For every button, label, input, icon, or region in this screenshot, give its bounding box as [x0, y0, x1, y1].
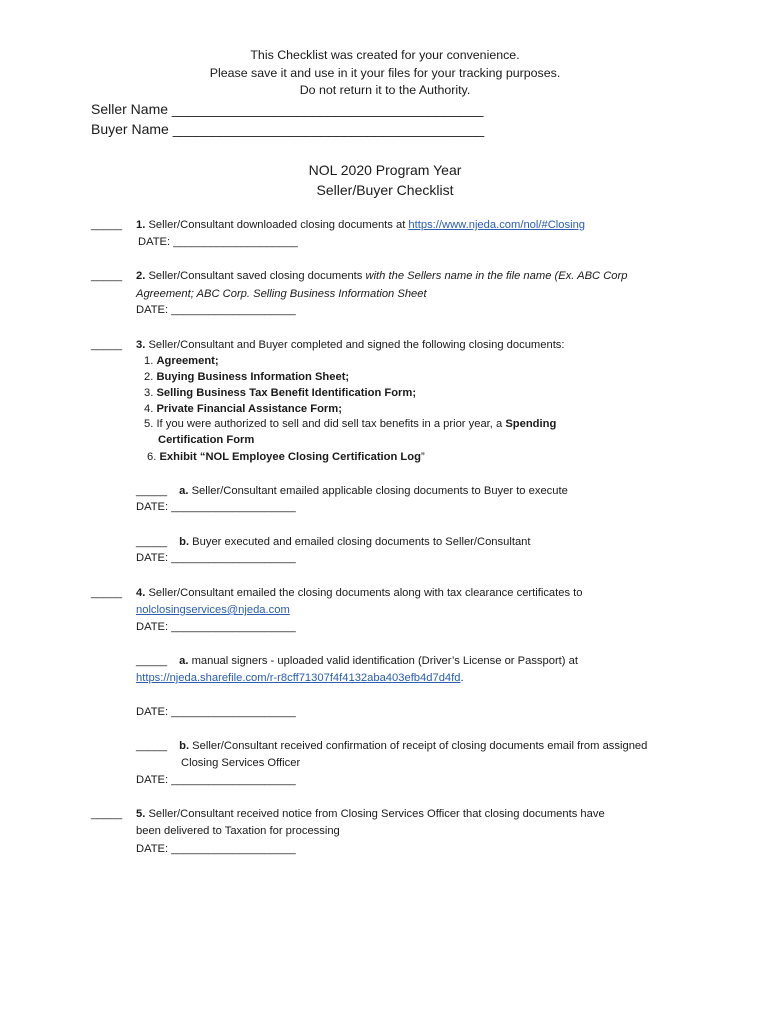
item-3b-description: Buyer executed and emailed closing documents to Seller/Consultant	[189, 536, 531, 548]
item-4b-checkbox-blank: _____	[136, 740, 168, 752]
item-2-checkbox-blank: _____	[91, 270, 123, 282]
item-3-number: 3.	[136, 339, 146, 351]
notice-line-3: Do not return it to the Authority.	[299, 83, 471, 97]
item-4a-description: manual signers - uploaded valid identification (Driver’s License or Passport) at	[188, 655, 578, 667]
notice-line-2: Please save it and use in it your files for your tracking purposes.	[209, 66, 561, 80]
item-3b-checkbox-blank: _____	[136, 536, 168, 548]
item-4-description: Seller/Consultant emailed the closing documents along with tax clearance certificates to	[145, 587, 583, 599]
document-list-item-6: 6. Exhibit “NOL Employee Closing Certification Log”	[147, 451, 425, 463]
document-list-item: 4. Private Financial Assistance Form;	[144, 403, 342, 415]
sharefile-upload-link[interactable]: https://njeda.sharefile.com/r-r8cff71307f4f4132aba403efb4d7d4fd	[136, 672, 461, 684]
item-5-number: 5.	[136, 808, 146, 820]
document-list-item: 1. Agreement;	[144, 355, 219, 367]
item-3a-letter: a.	[179, 485, 189, 497]
item-1-text	[136, 219, 585, 231]
item-4a-letter: a.	[179, 655, 189, 667]
item-4a-date: DATE: ____________________	[136, 706, 296, 718]
closing-services-email-link[interactable]: nolclosingservices@njeda.com	[136, 604, 290, 616]
notice-line-1: This Checklist was created for your convenience.	[250, 48, 520, 62]
item-4b-line-2: Closing Services Officer	[181, 757, 301, 769]
item-4b-letter: b.	[179, 740, 190, 752]
item-5-line-2: been delivered to Taxation for processing	[136, 825, 340, 837]
item-4b-date: DATE: ____________________	[136, 774, 296, 786]
document-list-item-5: 5. If you were authorized to sell and did sell tax benefits in a prior year, a Spending	[144, 418, 557, 430]
item-2-date: DATE: ____________________	[136, 304, 296, 316]
document-list-item-5-line-2: Certification Form	[158, 434, 255, 446]
closing-documents-link[interactable]: https://www.njeda.com/nol/#Closing	[408, 219, 586, 231]
item-5-text	[136, 808, 605, 820]
buyer-name-field: Buyer Name ________________________________________	[91, 121, 485, 137]
item-1-description: Seller/Consultant downloaded closing documents at	[145, 219, 409, 231]
item-3-text	[136, 339, 565, 351]
item-2-number: 2.	[136, 270, 146, 282]
document-list-item: 2. Buying Business Information Sheet;	[144, 371, 350, 383]
item-5-checkbox-blank: _____	[91, 808, 123, 820]
item-4-date: DATE: ____________________	[136, 621, 296, 633]
item-3-description: Seller/Consultant and Buyer completed and signed the following closing documents:	[145, 339, 565, 351]
checklist-title: Seller/Buyer Checklist	[316, 182, 454, 198]
item-4-text	[136, 587, 583, 599]
item-4a-checkbox-blank: _____	[136, 655, 168, 667]
item-1-number: 1.	[136, 219, 146, 231]
item-1-date: DATE: ____________________	[138, 236, 298, 248]
item-3a-checkbox-blank: _____	[136, 485, 168, 497]
item-4b-line	[136, 740, 647, 752]
item-3a-description: Seller/Consultant emailed applicable closing documents to Buyer to execute	[188, 485, 568, 497]
item-2-text	[136, 270, 627, 282]
item-3-checkbox-blank: _____	[91, 339, 123, 351]
item-4-checkbox-blank: _____	[91, 587, 123, 599]
program-year-title: NOL 2020 Program Year	[308, 162, 462, 178]
item-5-description: Seller/Consultant received notice from Closing Services Officer that closing documents have	[145, 808, 605, 820]
item-2-italic-line-2: Agreement; ABC Corp. Selling Business Information Sheet	[136, 288, 427, 300]
item-5-date: DATE: ____________________	[136, 843, 296, 855]
item-4b-description: Seller/Consultant received confirmation of receipt of closing documents email from assigned	[189, 740, 648, 752]
item-3b-date: DATE: ____________________	[136, 552, 296, 564]
item-3a-date: DATE: ____________________	[136, 501, 296, 513]
item-3a-line	[136, 485, 568, 497]
item-2-description: Seller/Consultant saved closing documents	[145, 270, 366, 282]
seller-name-field: Seller Name ________________________________________	[91, 101, 484, 117]
item-3b-letter: b.	[179, 536, 190, 548]
item-3b-line	[136, 536, 531, 548]
document-list-item: 3. Selling Business Tax Benefit Identification Form;	[144, 387, 417, 399]
item-1-checkbox-blank: _____	[91, 219, 123, 231]
item-2-italic-line-1: with the Sellers name in the file name (Ex. ABC Corp	[365, 270, 628, 282]
item-4a-link-line: https://njeda.sharefile.com/r-r8cff71307f4f4132aba403efb4d7d4fd.	[136, 672, 464, 684]
item-4-number: 4.	[136, 587, 146, 599]
item-4a-line	[136, 655, 578, 667]
